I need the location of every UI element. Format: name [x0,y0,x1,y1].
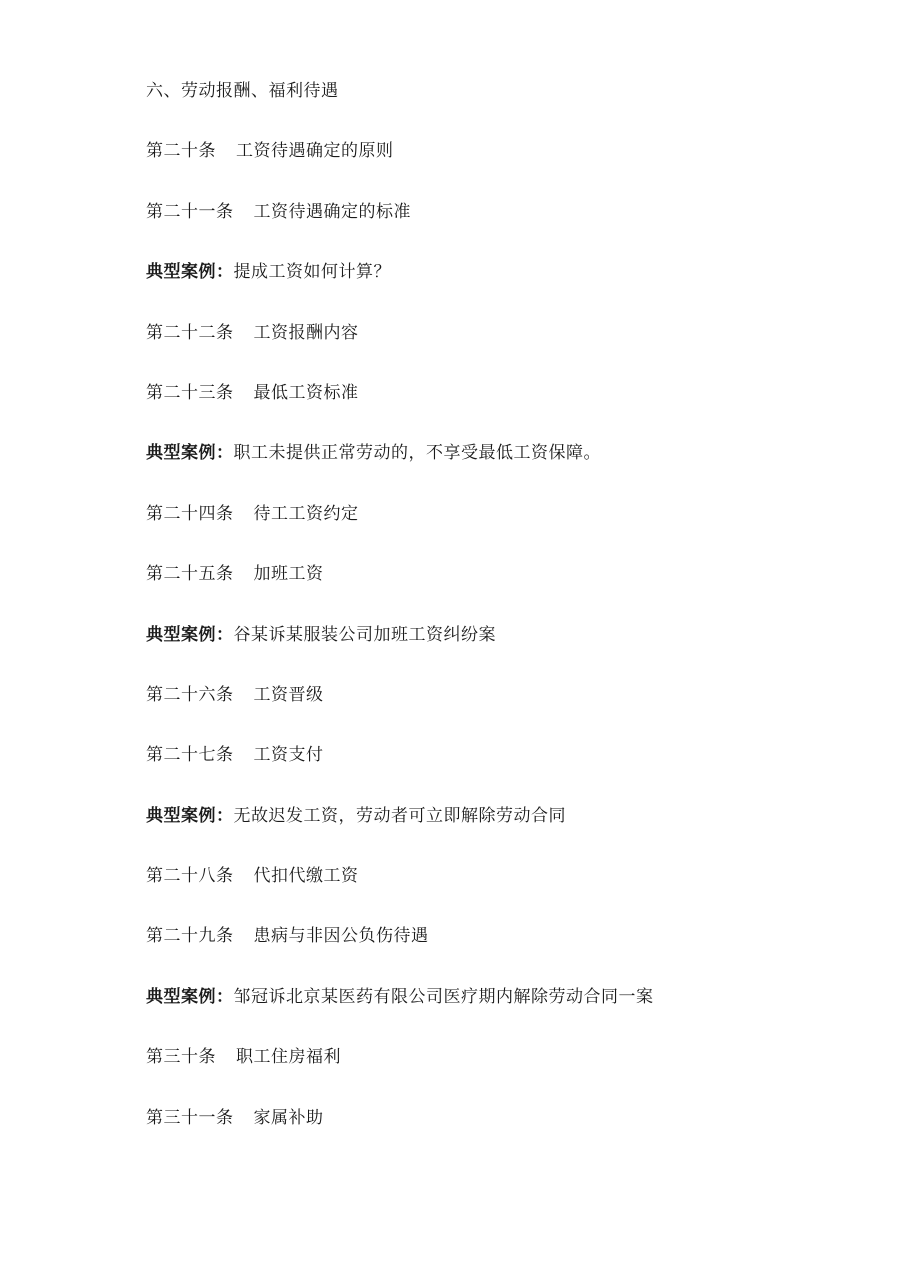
article-line [146,681,654,741]
article-title: 工资晋级 [253,684,324,705]
article-line [146,198,654,258]
case-label: 典型案例： [146,986,234,1007]
section-heading-text: 六、劳动报酬、福利待遇 [146,81,339,101]
article-line [146,1043,654,1103]
article-line [146,922,654,982]
article-title: 工资待遇确定的标准 [253,201,411,222]
contents-list [146,77,654,1164]
case-label: 典型案例： [146,624,234,645]
case-label: 典型案例： [146,805,234,826]
article-number: 第三十一条 [146,1107,234,1128]
article-number: 第二十八条 [146,866,234,887]
article-number: 第二十九条 [146,926,234,947]
case-line [146,621,654,681]
case-title: 提成工资如何计算？ [233,262,391,283]
article-title: 最低工资标准 [253,382,359,403]
section-heading [146,77,654,137]
article-line [146,500,654,560]
article-number: 第三十条 [146,1047,216,1068]
case-line [146,439,654,499]
article-number: 第二十二条 [146,322,234,343]
article-title: 职工住房福利 [236,1047,341,1068]
article-title: 代扣代缴工资 [253,866,359,887]
article-number: 第二十三条 [146,382,234,403]
case-line [146,983,654,1043]
case-line [146,258,654,318]
article-title: 患病与非因公负伤待遇 [253,926,429,947]
case-title: 无故迟发工资，劳动者可立即解除劳动合同 [233,805,566,826]
article-line [146,862,654,922]
article-number: 第二十一条 [146,201,234,222]
article-title: 工资支付 [253,745,324,766]
article-line [146,1104,654,1164]
article-line [146,379,654,439]
case-title: 邹冠诉北京某医药有限公司医疗期内解除劳动合同一案 [233,986,654,1007]
article-line [146,560,654,620]
article-line [146,137,654,197]
case-line [146,802,654,862]
article-line [146,319,654,379]
article-title: 待工工资约定 [253,503,359,524]
article-title: 工资待遇确定的原则 [236,141,394,162]
article-title: 家属补助 [253,1107,324,1128]
article-number: 第二十四条 [146,503,234,524]
article-number: 第二十五条 [146,564,234,585]
case-title: 谷某诉某服装公司加班工资纠纷案 [233,624,496,645]
case-label: 典型案例： [146,443,234,464]
case-title: 职工未提供正常劳动的，不享受最低工资保障。 [233,443,601,464]
article-title: 工资报酬内容 [253,322,359,343]
article-number: 第二十七条 [146,745,234,766]
article-title: 加班工资 [253,564,324,585]
case-label: 典型案例： [146,262,234,283]
article-number: 第二十六条 [146,684,234,705]
article-number: 第二十条 [146,141,216,162]
article-line [146,741,654,801]
